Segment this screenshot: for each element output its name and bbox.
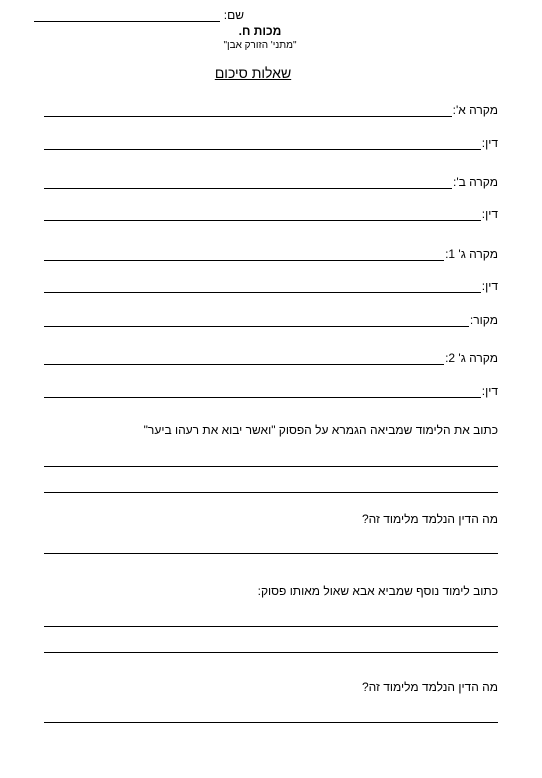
- case-a-ruling-row: [44, 134, 498, 150]
- case-c1-ruling-label: דין:: [481, 279, 498, 293]
- case-c2-ruling-line[interactable]: [44, 385, 481, 398]
- case-c2-ruling-label: דין:: [481, 384, 498, 398]
- case-b-ruling-row: [44, 205, 498, 221]
- case-a-ruling-label: דין:: [481, 136, 498, 150]
- case-a-row: [44, 101, 498, 117]
- name-field-row: [34, 6, 244, 22]
- question-1-answer-line-2[interactable]: [44, 492, 498, 493]
- name-label: שם:: [223, 8, 244, 22]
- case-c1-label: מקרה ג' 1:: [445, 247, 498, 261]
- source-answer-line[interactable]: [44, 314, 469, 327]
- question-2: מה הדין הנלמד מלימוד זה?: [361, 512, 498, 526]
- case-a-answer-line[interactable]: [44, 104, 452, 117]
- case-c1-ruling-row: [44, 277, 498, 293]
- case-b-label: מקרה ב':: [453, 175, 498, 189]
- case-c2-label: מקרה ג' 2:: [445, 351, 498, 365]
- case-c2-answer-line[interactable]: [44, 352, 444, 365]
- case-c2-row: [44, 349, 498, 365]
- name-input-line[interactable]: [34, 8, 220, 22]
- question-2-answer-line[interactable]: [44, 553, 498, 554]
- question-3: כתוב לימוד נוסף שמביא אבא שאול מאותו פסוק:: [257, 584, 498, 598]
- question-1-answer-line-1[interactable]: [44, 466, 498, 467]
- question-4-answer-line[interactable]: [44, 722, 498, 723]
- case-b-answer-line[interactable]: [44, 176, 452, 189]
- document-subtitle: "מתני' הזורק אבן": [223, 40, 297, 51]
- section-heading: שאלות סיכום: [214, 65, 292, 81]
- case-b-ruling-label: דין:: [481, 207, 498, 221]
- document-title: מכות ח.: [238, 24, 282, 38]
- case-c1-ruling-line[interactable]: [44, 280, 481, 293]
- case-b-ruling-line[interactable]: [44, 208, 481, 221]
- case-c2-ruling-row: [44, 382, 498, 398]
- case-b-row: [44, 173, 498, 189]
- case-a-ruling-line[interactable]: [44, 137, 481, 150]
- source-label: מקור:: [469, 313, 498, 327]
- question-3-answer-line-2[interactable]: [44, 652, 498, 653]
- question-3-answer-line-1[interactable]: [44, 626, 498, 627]
- case-c1-row: [44, 245, 498, 261]
- case-a-label: מקרה א':: [452, 103, 498, 117]
- source-row: [44, 311, 498, 327]
- question-4: מה הדין הנלמד מלימוד זה?: [361, 680, 498, 694]
- case-c1-answer-line[interactable]: [44, 248, 444, 261]
- question-1: כתוב את הלימוד שמביאה הגמרא על הפסוק "ואשר יבוא את רעהו ביער": [143, 423, 498, 437]
